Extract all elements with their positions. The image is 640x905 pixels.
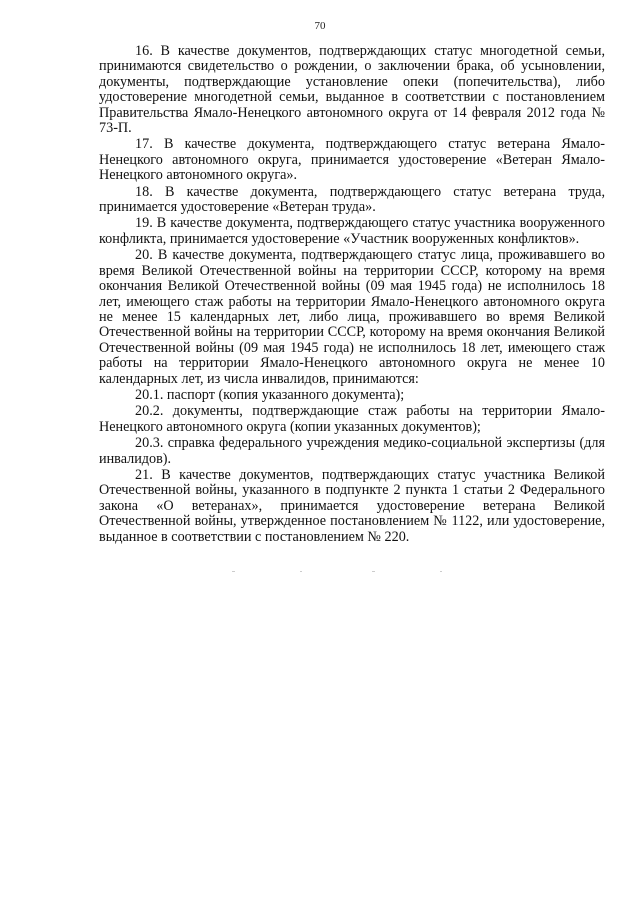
paragraph-21: 21. В качестве документов, подтверждающих статус участника Великой Отечественной войны, указанного в подпункте 2 пункта 1 статьи 2 Федерального закона «О ветеранах», принимается удостоверение ветерана Великой Отечественной войны, утвержденное постановлением № 1122, или удостоверение, выданное в соответствии с постановлением № 220. — [99, 466, 605, 545]
scan-speck — [372, 571, 375, 572]
paragraph-20-2: 20.2. документы, подтверждающие стаж работы на территории Ямало-Ненецкого автономного округа (копии указанных документов); — [99, 403, 605, 435]
paragraph-16: 16. В качестве документов, подтверждающих статус многодетной семьи, принимаются свидетельство о рождении, о заключении брака, об усыновлении, документы, подтверждающие установление опеки (попечительства), либо удостоверение многодетной семьи, выданное в соответствии с постановлением Правительства Ямало-Ненецкого автономного округа от 14 февраля 2012 года № 73-П. — [99, 43, 605, 137]
paragraph-20-3: 20.3. справка федерального учреждения медико-социальной экспертизы (для инвалидов). — [99, 435, 605, 467]
paragraph-20-1: 20.1. паспорт (копия указанного документа); — [135, 386, 405, 403]
paragraph-19: 19. В качестве документа, подтверждающего статус участника вооруженного конфликта, принимается удостоверение «Участник вооруженных конфликтов». — [99, 215, 605, 247]
scan-speck — [232, 571, 235, 572]
scan-speck — [300, 571, 302, 572]
paragraph-18: 18. В качестве документа, подтверждающего статус ветерана труда, принимается удостоверение «Ветеран труда». — [99, 183, 605, 216]
paragraph-17: 17. В качестве документа, подтверждающего статус ветерана Ямало-Ненецкого автономного округа, принимается удостоверение «Ветеран Ямало-Ненецкого автономного округа». — [99, 136, 605, 184]
document-body — [99, 44, 605, 546]
page-number: 70 — [314, 20, 326, 32]
scan-speck — [440, 571, 442, 572]
paragraph-20: 20. В качестве документа, подтверждающего статус лица, проживавшего во время Великой Отечественной войны на территории СССР, которому на время окончания Великой Отечественной войны (09 мая 1945 года) не исполнилось 18 лет, имеющего стаж работы на территории Ямало-Ненецкого автономного округа не менее 15 календарных лет, либо лица, проживавшего во время Великой Отечественной войны на территории СССР, которому на время окончания Великой Отечественной войны (09 мая 1945 года) не исполнилось 18 лет, имеющего стаж работы на территории Ямало-Ненецкого автономного округа не менее 10 календарных лет, из числа инвалидов, принимаются: — [99, 247, 605, 387]
